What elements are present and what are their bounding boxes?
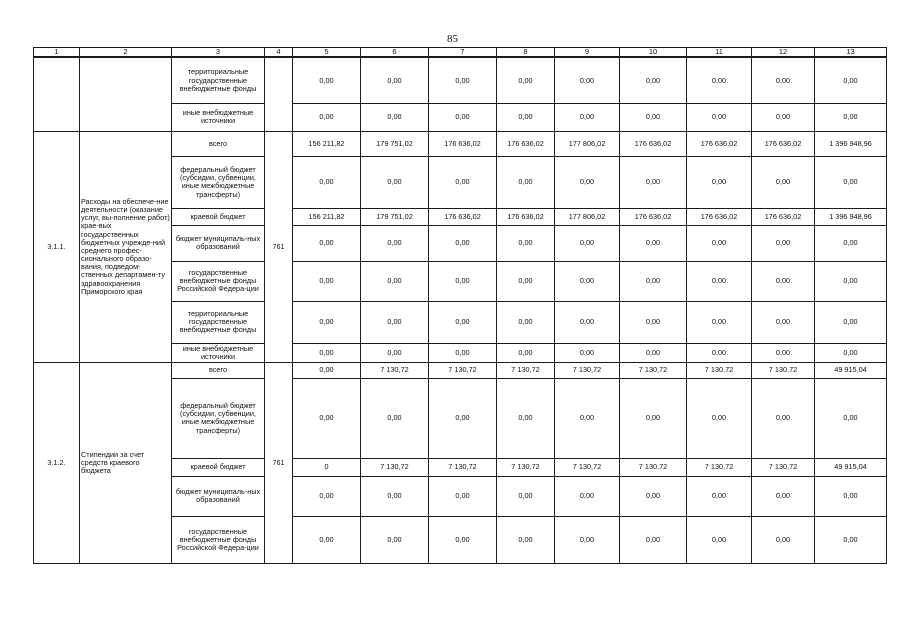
amount-cell: 0,00	[555, 57, 620, 103]
header-row	[34, 48, 887, 58]
amount-cell: 7 130,72	[361, 362, 429, 378]
amount-cell: 0,00	[687, 156, 752, 208]
amount-cell: 0,00	[752, 261, 815, 301]
funding-source: иные внебюджетные источники	[172, 343, 265, 362]
amount-cell: 0,00	[429, 476, 497, 516]
column-number-header: 8	[497, 48, 555, 58]
amount-cell: 0,00	[752, 57, 815, 103]
amount-cell: 0,00	[620, 156, 687, 208]
amount-cell: 0,00	[361, 378, 429, 458]
amount-cell: 0,00	[429, 378, 497, 458]
amount-cell: 0,00	[293, 261, 361, 301]
amount-cell: 0,00	[497, 476, 555, 516]
amount-cell: 0,00	[429, 225, 497, 261]
amount-cell: 0,00	[497, 57, 555, 103]
grbs-code: 761	[265, 362, 293, 563]
amount-cell: 7 130,72	[555, 362, 620, 378]
amount-cell: 0,00	[293, 343, 361, 362]
amount-cell: 0,00	[687, 516, 752, 563]
amount-cell: 49 915,04	[815, 362, 887, 378]
amount-cell: 0,00	[429, 343, 497, 362]
amount-cell: 0,00	[429, 103, 497, 131]
column-number-header: 12	[752, 48, 815, 58]
amount-cell: 0,00	[620, 301, 687, 343]
funding-source: всего	[172, 131, 265, 156]
grbs-code	[265, 57, 293, 131]
page-number: 85	[447, 33, 458, 45]
amount-cell: 0,00	[815, 378, 887, 458]
amount-cell: 7 130,72	[555, 458, 620, 476]
funding-source: краевой бюджет	[172, 208, 265, 225]
column-number-header: 4	[265, 48, 293, 58]
amount-cell: 0,00	[815, 516, 887, 563]
amount-cell: 0,00	[361, 516, 429, 563]
funding-source: территориальные государственные внебюджетные фонды	[172, 301, 265, 343]
amount-cell: 0,00	[497, 343, 555, 362]
amount-cell: 0,00	[555, 156, 620, 208]
amount-cell: 0,00	[361, 156, 429, 208]
funding-source: всего	[172, 362, 265, 378]
amount-cell: 0,00	[815, 301, 887, 343]
amount-cell: 176 636,02	[752, 131, 815, 156]
table-row	[34, 57, 887, 103]
amount-cell: 0,00	[429, 261, 497, 301]
amount-cell: 176 636,02	[687, 131, 752, 156]
amount-cell: 0,00	[687, 261, 752, 301]
item-code: 3.1.1.	[34, 131, 80, 362]
amount-cell: 0,00	[815, 156, 887, 208]
table-row	[34, 362, 887, 378]
column-number-header: 9	[555, 48, 620, 58]
amount-cell: 0,00	[555, 516, 620, 563]
item-description: Стипендии за счет средств краевого бюджета	[80, 362, 172, 563]
amount-cell: 0,00	[497, 225, 555, 261]
amount-cell: 156 211,82	[293, 208, 361, 225]
amount-cell: 0,00	[555, 225, 620, 261]
amount-cell: 0,00	[815, 103, 887, 131]
amount-cell: 0,00	[497, 156, 555, 208]
item-code	[34, 57, 80, 131]
amount-cell: 0,00	[293, 378, 361, 458]
amount-cell: 0,00	[361, 261, 429, 301]
amount-cell: 177 806,02	[555, 208, 620, 225]
funding-source: территориальные государственные внебюджетные фонды	[172, 57, 265, 103]
amount-cell: 0,00	[815, 476, 887, 516]
amount-cell: 0,00	[361, 57, 429, 103]
amount-cell: 7 130,72	[361, 458, 429, 476]
funding-source: бюджет муниципаль-ных образований	[172, 476, 265, 516]
amount-cell: 0,00	[752, 378, 815, 458]
amount-cell: 0,00	[361, 343, 429, 362]
amount-cell: 0,00	[293, 103, 361, 131]
column-number-header: 3	[172, 48, 265, 58]
amount-cell: 0,00	[429, 516, 497, 563]
amount-cell: 0,00	[752, 156, 815, 208]
column-number-header: 7	[429, 48, 497, 58]
amount-cell: 0,00	[620, 476, 687, 516]
amount-cell: 7 130,72	[429, 458, 497, 476]
column-number-header: 1	[34, 48, 80, 58]
amount-cell: 49 915,04	[815, 458, 887, 476]
amount-cell: 0,00	[429, 156, 497, 208]
amount-cell: 0,00	[497, 261, 555, 301]
amount-cell: 0,00	[815, 57, 887, 103]
amount-cell: 0,00	[620, 57, 687, 103]
amount-cell: 7 130,72	[752, 458, 815, 476]
amount-cell: 7 130,72	[497, 458, 555, 476]
amount-cell: 0,00	[555, 103, 620, 131]
amount-cell: 0,00	[497, 378, 555, 458]
amount-cell: 0,00	[687, 225, 752, 261]
funding-source: государственные внебюджетные фонды Российской Федера-ции	[172, 261, 265, 301]
amount-cell: 7 130,72	[429, 362, 497, 378]
amount-cell: 0,00	[687, 103, 752, 131]
amount-cell: 0,00	[293, 516, 361, 563]
amount-cell: 0,00	[293, 225, 361, 261]
amount-cell: 0,00	[429, 57, 497, 103]
amount-cell: 156 211,82	[293, 131, 361, 156]
amount-cell: 0,00	[620, 225, 687, 261]
funding-source: бюджет муниципаль-ных образований	[172, 225, 265, 261]
funding-source: государственные внебюджетные фонды Российской Федера-ции	[172, 516, 265, 563]
budget-table	[33, 47, 887, 564]
amount-cell: 0,00	[497, 301, 555, 343]
item-description: Расходы на обеспече-ние деятельности (оказание услуг, вы-полнение работ) крае-вых государственных бюджетных учрежде-ний среднего профес-сионального образо-вания, подведом-ственных департамен-ту здравоохранения Приморского края	[80, 131, 172, 362]
amount-cell: 1 396 948,96	[815, 208, 887, 225]
amount-cell: 176 636,02	[497, 208, 555, 225]
amount-cell: 0,00	[293, 476, 361, 516]
amount-cell: 176 636,02	[620, 208, 687, 225]
amount-cell: 176 636,02	[620, 131, 687, 156]
column-number-header: 6	[361, 48, 429, 58]
amount-cell: 176 636,02	[429, 208, 497, 225]
amount-cell: 176 636,02	[497, 131, 555, 156]
amount-cell: 7 130,72	[620, 362, 687, 378]
amount-cell: 0,00	[620, 378, 687, 458]
amount-cell: 176 636,02	[687, 208, 752, 225]
amount-cell: 0,00	[497, 103, 555, 131]
amount-cell: 0,00	[620, 516, 687, 563]
amount-cell: 0,00	[752, 103, 815, 131]
item-code: 3.1.2.	[34, 362, 80, 563]
amount-cell: 0,00	[752, 343, 815, 362]
amount-cell: 0,00	[752, 225, 815, 261]
amount-cell: 0,00	[293, 362, 361, 378]
amount-cell: 0,00	[555, 301, 620, 343]
amount-cell: 0,00	[361, 476, 429, 516]
amount-cell: 7 130,72	[497, 362, 555, 378]
amount-cell: 0,00	[620, 103, 687, 131]
column-number-header: 11	[687, 48, 752, 58]
item-description	[80, 57, 172, 131]
amount-cell: 0,00	[815, 261, 887, 301]
funding-source: федеральный бюджет (субсидии, субвенции, иные межбюджетные трансферты)	[172, 156, 265, 208]
funding-source: иные внебюджетные источники	[172, 103, 265, 131]
amount-cell: 0,00	[555, 476, 620, 516]
amount-cell: 0,00	[815, 225, 887, 261]
amount-cell: 176 636,02	[429, 131, 497, 156]
amount-cell: 7 130,72	[752, 362, 815, 378]
amount-cell: 177 806,02	[555, 131, 620, 156]
amount-cell: 0,00	[687, 343, 752, 362]
amount-cell: 0,00	[429, 301, 497, 343]
amount-cell: 0,00	[752, 516, 815, 563]
amount-cell: 0,00	[497, 516, 555, 563]
grbs-code: 761	[265, 131, 293, 362]
amount-cell: 0,00	[620, 343, 687, 362]
amount-cell: 0,00	[687, 57, 752, 103]
amount-cell: 7 130,72	[620, 458, 687, 476]
funding-source: федеральный бюджет (субсидии, субвенции, иные межбюджетные трансферты)	[172, 378, 265, 458]
amount-cell: 0	[293, 458, 361, 476]
amount-cell: 179 751,02	[361, 208, 429, 225]
amount-cell: 0,00	[752, 301, 815, 343]
amount-cell: 0,00	[815, 343, 887, 362]
amount-cell: 0,00	[555, 343, 620, 362]
amount-cell: 176 636,02	[752, 208, 815, 225]
amount-cell: 0,00	[361, 103, 429, 131]
amount-cell: 0,00	[687, 301, 752, 343]
column-number-header: 10	[620, 48, 687, 58]
column-number-header: 5	[293, 48, 361, 58]
funding-source: краевой бюджет	[172, 458, 265, 476]
amount-cell: 0,00	[752, 476, 815, 516]
amount-cell: 0,00	[361, 225, 429, 261]
amount-cell: 0,00	[687, 378, 752, 458]
amount-cell: 0,00	[361, 301, 429, 343]
amount-cell: 0,00	[293, 156, 361, 208]
amount-cell: 0,00	[555, 261, 620, 301]
amount-cell: 179 751,02	[361, 131, 429, 156]
amount-cell: 0,00	[620, 261, 687, 301]
amount-cell: 7 130,72	[687, 362, 752, 378]
column-number-header: 13	[815, 48, 887, 58]
amount-cell: 0,00	[293, 301, 361, 343]
amount-cell: 1 396 948,96	[815, 131, 887, 156]
amount-cell: 7 130,72	[687, 458, 752, 476]
amount-cell: 0,00	[293, 57, 361, 103]
table-row	[34, 131, 887, 156]
amount-cell: 0,00	[687, 476, 752, 516]
column-number-header: 2	[80, 48, 172, 58]
amount-cell: 0,00	[555, 378, 620, 458]
